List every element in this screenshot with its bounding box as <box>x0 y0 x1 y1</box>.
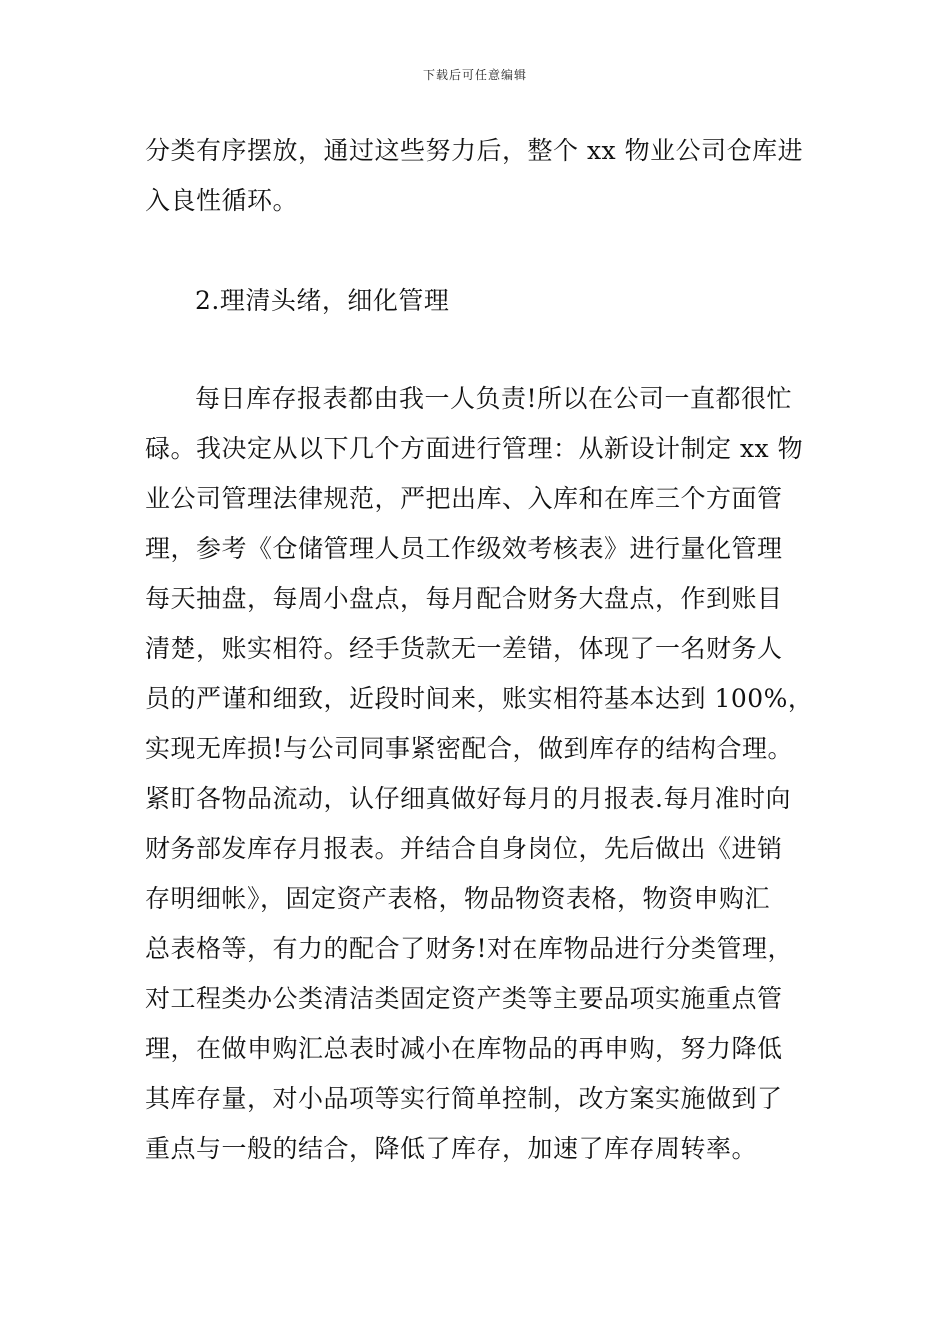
section-heading: 2.理清头绪，细化管理 <box>195 286 450 315</box>
body-line: 员的严谨和细致，近段时间来，账实相符基本达到 100%， <box>145 684 814 713</box>
body-line: 每日库存报表都由我一人负责!所以在公司一直都很忙 <box>195 384 793 413</box>
body-line: 分类有序摆放，通过这些努力后，整个 xx 物业公司仓库进 <box>145 136 804 165</box>
body-line: 入良性循环。 <box>145 186 299 215</box>
body-line: 清楚，账实相符。经手货款无一差错，体现了一名财务人 <box>145 634 783 663</box>
body-line: 碌。我决定从以下几个方面进行管理：从新设计制定 xx 物 <box>145 434 804 463</box>
body-line: 财务部发库存月报表。并结合自身岗位，先后做出《进销 <box>145 834 783 863</box>
body-line: 总表格等，有力的配合了财务!对在库物品进行分类管理， <box>145 934 794 963</box>
body-line: 其库存量，对小品项等实行简单控制，改方案实施做到了 <box>145 1084 783 1113</box>
body-line: 理，参考《仓储管理人员工作级效考核表》进行量化管理 <box>145 534 783 563</box>
body-line: 理，在做申购汇总表时减小在库物品的再申购，努力降低 <box>145 1034 783 1063</box>
body-line: 重点与一般的结合，降低了库存，加速了库存周转率。 <box>145 1134 758 1163</box>
body-line: 实现无库损!与公司同事紧密配合，做到库存的结构合理。 <box>145 734 794 763</box>
header-note: 下载后可任意编辑 <box>422 68 527 82</box>
body-line: 对工程类办公类清洁类固定资产类等主要品项实施重点管 <box>145 984 783 1013</box>
body-line: 每天抽盘，每周小盘点，每月配合财务大盘点，作到账目 <box>145 584 783 613</box>
body-line: 存明细帐》，固定资产表格，物品物资表格，物资申购汇 <box>145 884 771 913</box>
body-line: 紧盯各物品流动，认仔细真做好每月的月报表.每月准时向 <box>145 784 791 813</box>
body-line: 业公司管理法律规范，严把出库、入库和在库三个方面管 <box>145 484 783 513</box>
